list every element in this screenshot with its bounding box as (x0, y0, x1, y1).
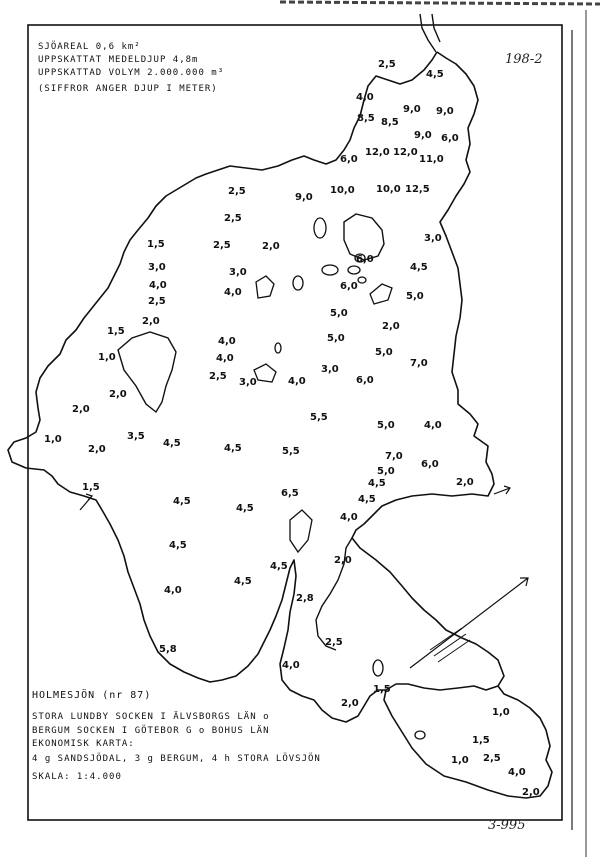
depth-label: 1,5 (107, 326, 125, 337)
depth-label: 3,0 (239, 377, 257, 388)
depth-label: 2,0 (341, 698, 359, 709)
islet-8 (358, 277, 366, 283)
depth-label: 3,0 (148, 262, 166, 273)
depth-label: 12,0 (365, 147, 390, 158)
depth-label: 2,8 (296, 593, 314, 604)
depth-label: 4,0 (224, 287, 242, 298)
depth-label: 4,0 (216, 353, 234, 364)
depth-label: 1,5 (147, 239, 165, 250)
depth-label: 8,5 (381, 117, 399, 128)
depth-label: 4,5 (358, 494, 376, 505)
depth-label: 6,0 (340, 154, 358, 165)
islet-3 (293, 276, 303, 290)
ref-bottom: 3-995 (488, 818, 526, 833)
depth-label: 2,0 (262, 241, 280, 252)
depth-label: 4,0 (340, 512, 358, 523)
depth-label: 9,0 (403, 104, 421, 115)
footer-line3: EKONOMISK KARTA: (32, 739, 135, 749)
depth-label: 4,0 (164, 585, 182, 596)
depth-label: 1,0 (44, 434, 62, 445)
depth-label: 4,0 (356, 92, 374, 103)
north-arrow-hatch (430, 628, 470, 662)
depth-label: 10,0 (330, 185, 355, 196)
depth-label: 4,5 (173, 496, 191, 507)
depth-label: 2,5 (228, 186, 246, 197)
islet-11 (290, 510, 312, 552)
depth-label: 8,5 (357, 113, 375, 124)
island-west (118, 332, 176, 412)
ref-top: 198-2 (505, 52, 543, 67)
depth-label: 5,0 (406, 291, 424, 302)
depth-label: 10,0 (376, 184, 401, 195)
depth-label: 4,5 (410, 262, 428, 273)
depth-label: 7,0 (385, 451, 403, 462)
islet-12 (373, 660, 383, 676)
depth-label: 4,5 (236, 503, 254, 514)
depth-label: 9,0 (436, 106, 454, 117)
inlet-stream (420, 14, 440, 52)
depth-label: 2,5 (483, 753, 501, 764)
depth-label: 6,0 (421, 459, 439, 470)
depth-label: 5,0 (327, 333, 345, 344)
depth-label: 1,5 (82, 482, 100, 493)
depth-label: 1,0 (492, 707, 510, 718)
depth-label: 3,0 (424, 233, 442, 244)
depth-label: 6,0 (340, 281, 358, 292)
depth-label: 4,5 (224, 443, 242, 454)
header-volume: UPPSKATTAD VOLYM 2.000.000 m³ (38, 68, 225, 78)
depth-label: 2,0 (142, 316, 160, 327)
depth-label: 3,0 (229, 267, 247, 278)
depth-label: 2,5 (224, 213, 242, 224)
footer-line4: 4 g SANDSJÖDAL, 3 g BERGUM, 4 h STORA LÖVSJÖN (32, 754, 321, 764)
depth-label: 6,5 (281, 488, 299, 499)
outlet-arrow-east (494, 486, 510, 494)
depth-label: 9,0 (414, 130, 432, 141)
depth-label: 9,0 (295, 192, 313, 203)
depth-label: 12,0 (393, 147, 418, 158)
depth-label: 4,5 (270, 561, 288, 572)
depth-label: 2,0 (334, 555, 352, 566)
depth-label: 5,0 (377, 420, 395, 431)
depth-label: 2,0 (456, 477, 474, 488)
depth-label: 2,0 (72, 404, 90, 415)
footer-line2: BERGUM SOCKEN I GÖTEBOR G o BOHUS LÄN (32, 726, 270, 736)
depth-label: 5,0 (377, 466, 395, 477)
islet-4 (322, 265, 338, 275)
north-arrow (410, 578, 528, 668)
depth-label: 4,5 (234, 576, 252, 587)
depth-label: 3,5 (127, 431, 145, 442)
depth-label: 2,0 (88, 444, 106, 455)
depth-label: 2,0 (522, 787, 540, 798)
islet-7 (370, 284, 392, 304)
depth-label: 4,5 (426, 69, 444, 80)
depth-label: 4,0 (218, 336, 236, 347)
depth-label: 4,0 (149, 280, 167, 291)
islet-9 (254, 364, 276, 382)
islet-2 (256, 276, 274, 298)
depth-label: 2,5 (378, 59, 396, 70)
depth-label: 1,5 (373, 684, 391, 695)
islet-13 (415, 731, 425, 739)
depth-label: 4,5 (169, 540, 187, 551)
islet-10 (275, 343, 281, 353)
depth-label: 4,0 (282, 660, 300, 671)
depth-label: 5,0 (375, 347, 393, 358)
islet-1 (314, 218, 326, 238)
depth-label: 11,0 (419, 154, 444, 165)
depth-label: 6,0 (356, 375, 374, 386)
depth-label: 1,5 (472, 735, 490, 746)
depth-label: 3,0 (321, 364, 339, 375)
header-area: SJÖAREAL 0,6 km² (38, 42, 141, 52)
depth-label: 4,0 (508, 767, 526, 778)
islet-5 (348, 266, 360, 274)
depth-label: 2,5 (213, 240, 231, 251)
header-depth: UPPSKATTAT MEDELDJUP 4,8m (38, 55, 199, 65)
depth-label: 5,5 (310, 412, 328, 423)
footer-name: HOLMESJÖN (nr 87) (32, 690, 152, 701)
depth-label: 2,0 (109, 389, 127, 400)
depth-label: 2,5 (209, 371, 227, 382)
depth-label: 4,0 (288, 376, 306, 387)
depth-label: 5,0 (330, 308, 348, 319)
footer-line1: STORA LUNDBY SOCKEN I ÄLVSBORGS LÄN o (32, 712, 270, 722)
depth-label: 12,5 (405, 184, 430, 195)
top-scan-edge (280, 2, 600, 4)
header-note: (SIFFROR ANGER DJUP I METER) (38, 84, 218, 94)
depth-label: 4,5 (368, 478, 386, 489)
depth-label: 5,8 (159, 644, 177, 655)
depth-label: 2,5 (148, 296, 166, 307)
depth-label: 5,5 (282, 446, 300, 457)
depth-label: 2,0 (382, 321, 400, 332)
depth-label: 2,5 (325, 637, 343, 648)
depth-label: 1,0 (451, 755, 469, 766)
depth-label: 7,0 (410, 358, 428, 369)
depth-label: 1,0 (98, 352, 116, 363)
depth-label: 6,0 (356, 254, 374, 265)
depth-label: 4,5 (163, 438, 181, 449)
depth-label: 6,0 (441, 133, 459, 144)
depth-label: 4,0 (424, 420, 442, 431)
footer-scale: SKALA: 1:4.000 (32, 772, 122, 782)
